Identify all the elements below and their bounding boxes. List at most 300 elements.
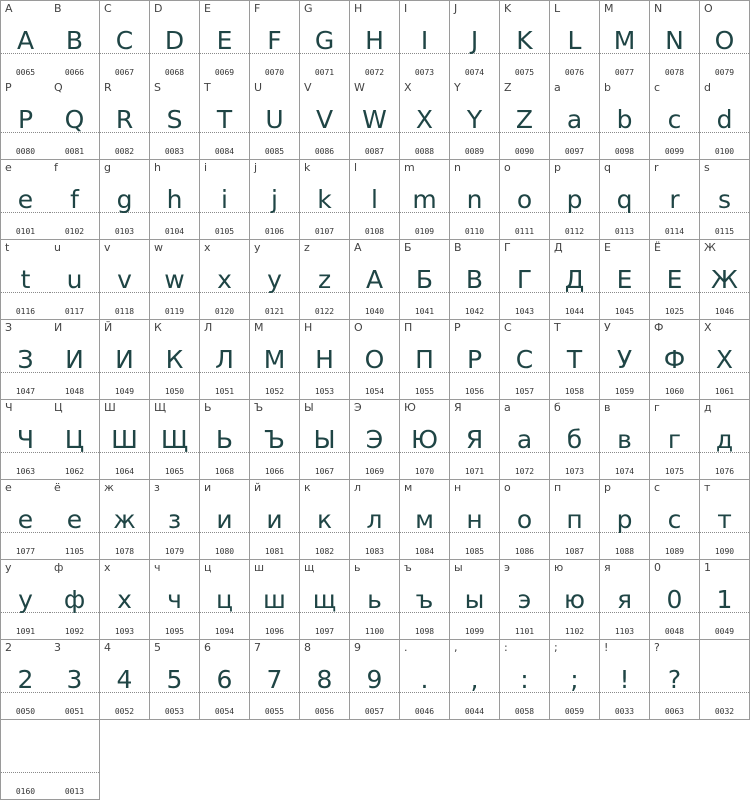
glyph-cell-label: Y	[454, 81, 461, 94]
glyph-cell-label: r	[654, 161, 659, 174]
glyph-sample: ,	[470, 665, 479, 694]
glyph-sample: Ц	[64, 425, 85, 454]
glyph-cell-label: П	[404, 321, 413, 334]
glyph-code: 0098	[614, 147, 635, 156]
glyph-cell	[50, 480, 100, 560]
glyph-sample: м	[415, 505, 434, 534]
glyph-code: 1092	[64, 627, 85, 636]
glyph-sample: и	[216, 505, 233, 534]
glyph-sample: Ф	[663, 345, 686, 374]
glyph-code: 0073	[414, 68, 435, 77]
glyph-cell-label: Ц	[54, 401, 63, 414]
glyph-sample: D	[164, 26, 185, 55]
glyph-cell-label: R	[104, 81, 112, 94]
glyph-code: 0117	[64, 307, 85, 316]
glyph-code: 0086	[314, 147, 335, 156]
glyph-cell	[550, 240, 600, 320]
glyph-cell-label: s	[704, 161, 710, 174]
glyph-cell-label: Г	[504, 241, 511, 254]
glyph-cell-label: 5	[154, 641, 161, 654]
glyph-code: 0080	[15, 147, 36, 156]
glyph-sample: С	[515, 345, 534, 374]
glyph-cell	[300, 0, 350, 81]
glyph-cell	[400, 640, 450, 720]
glyph-cell	[600, 0, 650, 81]
glyph-cell	[150, 240, 200, 320]
glyph-cell	[600, 240, 650, 320]
glyph-sample: z	[317, 265, 332, 294]
glyph-cell-label: з	[154, 481, 160, 494]
glyph-cell	[250, 560, 300, 640]
glyph-sample: У	[616, 345, 633, 374]
glyph-code: 0119	[164, 307, 185, 316]
glyph-code: 0057	[364, 707, 385, 716]
glyph-cell	[500, 80, 550, 160]
glyph-code: 1047	[15, 387, 36, 396]
glyph-code: 0071	[314, 68, 335, 77]
glyph-cell-label: :	[504, 641, 508, 654]
glyph-cell	[600, 160, 650, 240]
glyph-cell-label: Р	[454, 321, 461, 334]
glyph-code: 1056	[464, 387, 485, 396]
glyph-sample: C	[115, 26, 134, 55]
glyph-cell-label: Ъ	[254, 401, 264, 414]
glyph-code: 0121	[264, 307, 285, 316]
glyph-code: 0088	[414, 147, 435, 156]
glyph-sample: s	[717, 185, 732, 214]
glyph-sample: n	[466, 185, 483, 214]
glyph-cell-label: ,	[454, 641, 458, 654]
glyph-sample: я	[616, 585, 633, 614]
glyph-code: 1100	[364, 627, 385, 636]
glyph-cell	[550, 480, 600, 560]
glyph-cell-label: H	[354, 2, 363, 15]
glyph-cell-label: x	[204, 241, 211, 254]
glyph-cell	[600, 80, 650, 160]
glyph-code: 0101	[15, 227, 36, 236]
glyph-sample: :	[520, 665, 529, 694]
glyph-code: 0103	[114, 227, 135, 236]
glyph-sample: 5	[166, 665, 183, 694]
glyph-code: 1065	[164, 467, 185, 476]
glyph-code: 1093	[114, 627, 135, 636]
glyph-cell	[50, 720, 100, 800]
glyph-code: 1053	[314, 387, 335, 396]
glyph-cell	[450, 480, 500, 560]
glyph-cell	[650, 560, 700, 640]
glyph-cell	[350, 160, 400, 240]
glyph-cell-label: K	[504, 2, 512, 15]
glyph-cell	[100, 80, 150, 160]
glyph-cell-label: Ю	[404, 401, 416, 414]
glyph-cell	[500, 0, 550, 81]
glyph-code: 0112	[564, 227, 585, 236]
glyph-cell	[400, 320, 450, 400]
glyph-code: 0085	[264, 147, 285, 156]
glyph-cell	[500, 560, 550, 640]
glyph-code: 0067	[114, 68, 135, 77]
glyph-cell-label: h	[154, 161, 161, 174]
glyph-cell	[400, 480, 450, 560]
glyph-sample: А	[365, 265, 384, 294]
glyph-sample: у	[18, 585, 33, 614]
glyph-code: 0065	[15, 68, 36, 77]
baseline-guide	[50, 772, 99, 773]
glyph-sample: g	[116, 185, 133, 214]
glyph-cell	[700, 80, 750, 160]
glyph-cell	[100, 400, 150, 480]
glyph-code: 0122	[314, 307, 335, 316]
glyph-sample: Ч	[16, 425, 35, 454]
glyph-sample: o	[516, 185, 533, 214]
glyph-code: 0087	[364, 147, 385, 156]
glyph-sample: ю	[563, 585, 586, 614]
glyph-code: 1041	[414, 307, 435, 316]
glyph-cell-label: К	[154, 321, 162, 334]
glyph-cell	[300, 240, 350, 320]
glyph-cell-label: Ч	[5, 401, 13, 414]
glyph-cell-label: б	[554, 401, 561, 414]
glyph-sample: ;	[570, 665, 579, 694]
glyph-cell-label: 8	[304, 641, 311, 654]
glyph-cell-label: ж	[104, 481, 114, 494]
glyph-sample: I	[420, 26, 429, 55]
glyph-sample: v	[117, 265, 132, 294]
glyph-sample: Т	[566, 345, 583, 374]
glyph-cell	[250, 240, 300, 320]
glyph-cell-label: н	[454, 481, 462, 494]
glyph-cell	[150, 160, 200, 240]
glyph-sample: G	[314, 26, 335, 55]
glyph-sample: t	[20, 265, 31, 294]
glyph-cell	[650, 0, 700, 81]
glyph-sample: т	[717, 505, 732, 534]
glyph-sample: ?	[667, 665, 682, 694]
glyph-cell-label: I	[404, 2, 408, 15]
glyph-cell	[150, 640, 200, 720]
glyph-cell-label: Ь	[204, 401, 212, 414]
glyph-sample: Р	[466, 345, 483, 374]
glyph-cell	[550, 560, 600, 640]
glyph-sample: W	[362, 105, 387, 134]
glyph-cell	[150, 560, 200, 640]
glyph-cell-label: i	[204, 161, 208, 174]
glyph-sample: c	[667, 105, 682, 134]
glyph-code: 1073	[564, 467, 585, 476]
glyph-cell	[150, 480, 200, 560]
glyph-sample: y	[267, 265, 282, 294]
glyph-cell-label: E	[204, 2, 211, 15]
glyph-sample: Э	[365, 425, 384, 454]
glyph-sample: F	[267, 26, 282, 55]
glyph-cell-label: 7	[254, 641, 261, 654]
glyph-cell	[50, 640, 100, 720]
glyph-cell	[650, 320, 700, 400]
glyph-code: 1072	[514, 467, 535, 476]
glyph-code: 0107	[314, 227, 335, 236]
glyph-cell-label: !	[604, 641, 609, 654]
glyph-sample: L	[567, 26, 582, 55]
glyph-cell	[0, 720, 51, 800]
glyph-cell	[600, 400, 650, 480]
glyph-code: 1096	[264, 627, 285, 636]
glyph-cell-label: l	[354, 161, 358, 174]
glyph-sample: b	[616, 105, 633, 134]
glyph-code: 1068	[214, 467, 235, 476]
glyph-cell	[200, 640, 250, 720]
glyph-cell-label: А	[354, 241, 362, 254]
glyph-cell	[550, 640, 600, 720]
glyph-code: 1084	[414, 547, 435, 556]
glyph-code: 1059	[614, 387, 635, 396]
glyph-cell-label: J	[454, 2, 458, 15]
glyph-cell	[600, 560, 650, 640]
glyph-cell-label: p	[554, 161, 561, 174]
glyph-sample: Г	[516, 265, 533, 294]
glyph-code: 0108	[364, 227, 385, 236]
glyph-code: 1094	[214, 627, 235, 636]
glyph-cell-label: Д	[554, 241, 563, 254]
glyph-cell-label: л	[354, 481, 362, 494]
glyph-cell-label: u	[54, 241, 61, 254]
glyph-sample: Ы	[313, 425, 336, 454]
glyph-code: 0116	[15, 307, 36, 316]
glyph-cell	[150, 0, 200, 81]
glyph-code: 0081	[64, 147, 85, 156]
glyph-sample: И	[65, 345, 84, 374]
glyph-cell	[0, 160, 51, 240]
glyph-cell-label: э	[504, 561, 511, 574]
glyph-cell	[650, 640, 700, 720]
glyph-sample: ы	[464, 585, 485, 614]
glyph-sample: а	[516, 425, 533, 454]
glyph-cell-label: Ё	[654, 241, 661, 254]
glyph-code: 1085	[464, 547, 485, 556]
glyph-sample: ж	[113, 505, 136, 534]
glyph-sample: P	[17, 105, 34, 134]
glyph-cell	[400, 80, 450, 160]
glyph-cell-label: a	[554, 81, 561, 94]
glyph-sample: ф	[63, 585, 86, 614]
glyph-code: 1045	[614, 307, 635, 316]
glyph-cell	[300, 560, 350, 640]
glyph-cell-label: L	[554, 2, 561, 15]
glyph-cell	[500, 320, 550, 400]
glyph-code: 1091	[15, 627, 36, 636]
glyph-cell	[550, 0, 600, 81]
glyph-sample: a	[566, 105, 583, 134]
glyph-sample: Л	[215, 345, 234, 374]
glyph-cell	[650, 160, 700, 240]
glyph-cell	[550, 320, 600, 400]
glyph-cell	[300, 480, 350, 560]
glyph-cell	[300, 160, 350, 240]
glyph-code: 0097	[564, 147, 585, 156]
glyph-code: 0102	[64, 227, 85, 236]
glyph-cell	[650, 400, 700, 480]
glyph-sample: k	[317, 185, 332, 214]
glyph-cell	[650, 240, 700, 320]
glyph-code: 0090	[514, 147, 535, 156]
glyph-code: 1055	[414, 387, 435, 396]
glyph-code: 0074	[464, 68, 485, 77]
glyph-code: 1044	[564, 307, 585, 316]
glyph-code: 1025	[664, 307, 685, 316]
glyph-code: 0109	[414, 227, 435, 236]
glyph-cell-label: c	[654, 81, 661, 94]
glyph-cell-label: Z	[504, 81, 512, 94]
glyph-sample: S	[166, 105, 183, 134]
glyph-cell-label: й	[254, 481, 262, 494]
glyph-cell	[600, 480, 650, 560]
glyph-sample: E	[216, 26, 233, 55]
glyph-code: 0054	[214, 707, 235, 716]
glyph-cell	[650, 480, 700, 560]
glyph-sample: i	[221, 185, 228, 214]
glyph-sample: O	[714, 26, 735, 55]
glyph-cell	[250, 0, 300, 81]
glyph-sample: d	[716, 105, 733, 134]
glyph-code: 1070	[414, 467, 435, 476]
glyph-sample: Д	[564, 265, 585, 294]
glyph-cell-label: в	[604, 401, 611, 414]
glyph-cell	[0, 400, 51, 480]
glyph-sample: о	[516, 505, 533, 534]
glyph-cell	[300, 400, 350, 480]
glyph-sample: з	[167, 505, 182, 534]
glyph-cell-label: g	[104, 161, 111, 174]
glyph-code: 0051	[64, 707, 85, 716]
glyph-code: 0052	[114, 707, 135, 716]
glyph-cell	[50, 400, 100, 480]
glyph-cell	[500, 480, 550, 560]
glyph-sample: Ш	[111, 425, 138, 454]
glyph-cell-label: n	[454, 161, 461, 174]
glyph-cell-label: О	[354, 321, 363, 334]
glyph-code: 0076	[564, 68, 585, 77]
glyph-code: 0056	[314, 707, 335, 716]
glyph-code: 1075	[664, 467, 685, 476]
glyph-cell-label: ч	[154, 561, 161, 574]
glyph-code: 1071	[464, 467, 485, 476]
glyph-cell-label: Б	[404, 241, 412, 254]
glyph-cell-label: р	[604, 481, 611, 494]
glyph-sample: в	[617, 425, 632, 454]
glyph-sample: Я	[465, 425, 484, 454]
glyph-sample: 4	[116, 665, 133, 694]
glyph-sample: В	[465, 265, 484, 294]
glyph-sample: 9	[366, 665, 383, 694]
glyph-cell-label: e	[5, 161, 12, 174]
glyph-cell	[350, 480, 400, 560]
glyph-code: 1052	[264, 387, 285, 396]
glyph-sample: .	[420, 665, 429, 694]
glyph-code: 1086	[514, 547, 535, 556]
glyph-sample: Н	[315, 345, 334, 374]
glyph-cell	[700, 400, 750, 480]
glyph-sample: с	[667, 505, 682, 534]
glyph-cell-label: с	[654, 481, 661, 494]
glyph-sample: 7	[266, 665, 283, 694]
glyph-cell-label: Щ	[154, 401, 167, 414]
glyph-cell-label: q	[604, 161, 611, 174]
glyph-cell-label: а	[504, 401, 511, 414]
glyph-code: 0079	[714, 68, 735, 77]
glyph-code: 1057	[514, 387, 535, 396]
glyph-cell-label: t	[5, 241, 10, 254]
glyph-code: 0068	[164, 68, 185, 77]
glyph-cell	[450, 320, 500, 400]
glyph-cell	[700, 0, 750, 81]
glyph-cell-label: г	[654, 401, 660, 414]
glyph-sample: и	[266, 505, 283, 534]
glyph-sample: A	[16, 26, 35, 55]
glyph-code: 0104	[164, 227, 185, 236]
glyph-cell-label: Ш	[104, 401, 116, 414]
glyph-cell-label: B	[54, 2, 62, 15]
glyph-cell-label: .	[404, 641, 408, 654]
glyph-sample: V	[315, 105, 334, 134]
glyph-code: 0106	[264, 227, 285, 236]
glyph-cell-label: ?	[654, 641, 660, 654]
glyph-cell	[0, 240, 51, 320]
glyph-code: 0105	[214, 227, 235, 236]
glyph-cell-label: Я	[454, 401, 462, 414]
glyph-code: 0063	[664, 707, 685, 716]
glyph-sample: H	[365, 26, 384, 55]
glyph-cell	[400, 0, 450, 81]
glyph-cell-label: Т	[554, 321, 561, 334]
glyph-cell	[0, 80, 51, 160]
glyph-cell-label: ю	[554, 561, 564, 574]
glyph-cell	[350, 400, 400, 480]
glyph-cell	[650, 80, 700, 160]
glyph-cell-label: т	[704, 481, 711, 494]
glyph-cell-label: k	[304, 161, 311, 174]
glyph-cell	[450, 400, 500, 480]
glyph-cell-label: N	[654, 2, 663, 15]
glyph-sample: е	[17, 505, 34, 534]
glyph-code: 1063	[15, 467, 36, 476]
glyph-cell	[450, 0, 500, 81]
glyph-code: 1079	[164, 547, 185, 556]
glyph-sample: f	[70, 185, 79, 214]
glyph-code: 1102	[564, 627, 585, 636]
glyph-sample: П	[415, 345, 434, 374]
glyph-sample: О	[364, 345, 385, 374]
glyph-sample: j	[271, 185, 278, 214]
glyph-cell-label: j	[254, 161, 258, 174]
glyph-code: 1074	[614, 467, 635, 476]
glyph-cell-label: y	[254, 241, 261, 254]
glyph-code: 1105	[64, 547, 85, 556]
glyph-code: 0075	[514, 68, 535, 77]
glyph-sample: М	[263, 345, 286, 374]
glyph-code: 1064	[114, 467, 135, 476]
glyph-cell	[100, 320, 150, 400]
glyph-code: 1049	[114, 387, 135, 396]
glyph-cell-label: и	[204, 481, 212, 494]
glyph-sample: r	[669, 185, 680, 214]
glyph-code: 1050	[164, 387, 185, 396]
glyph-cell-label: к	[304, 481, 311, 494]
glyph-cell-label: ц	[204, 561, 212, 574]
glyph-cell	[600, 320, 650, 400]
glyph-cell	[350, 320, 400, 400]
glyph-sample: Х	[715, 345, 734, 374]
glyph-cell	[0, 480, 51, 560]
glyph-code: 1088	[614, 547, 635, 556]
